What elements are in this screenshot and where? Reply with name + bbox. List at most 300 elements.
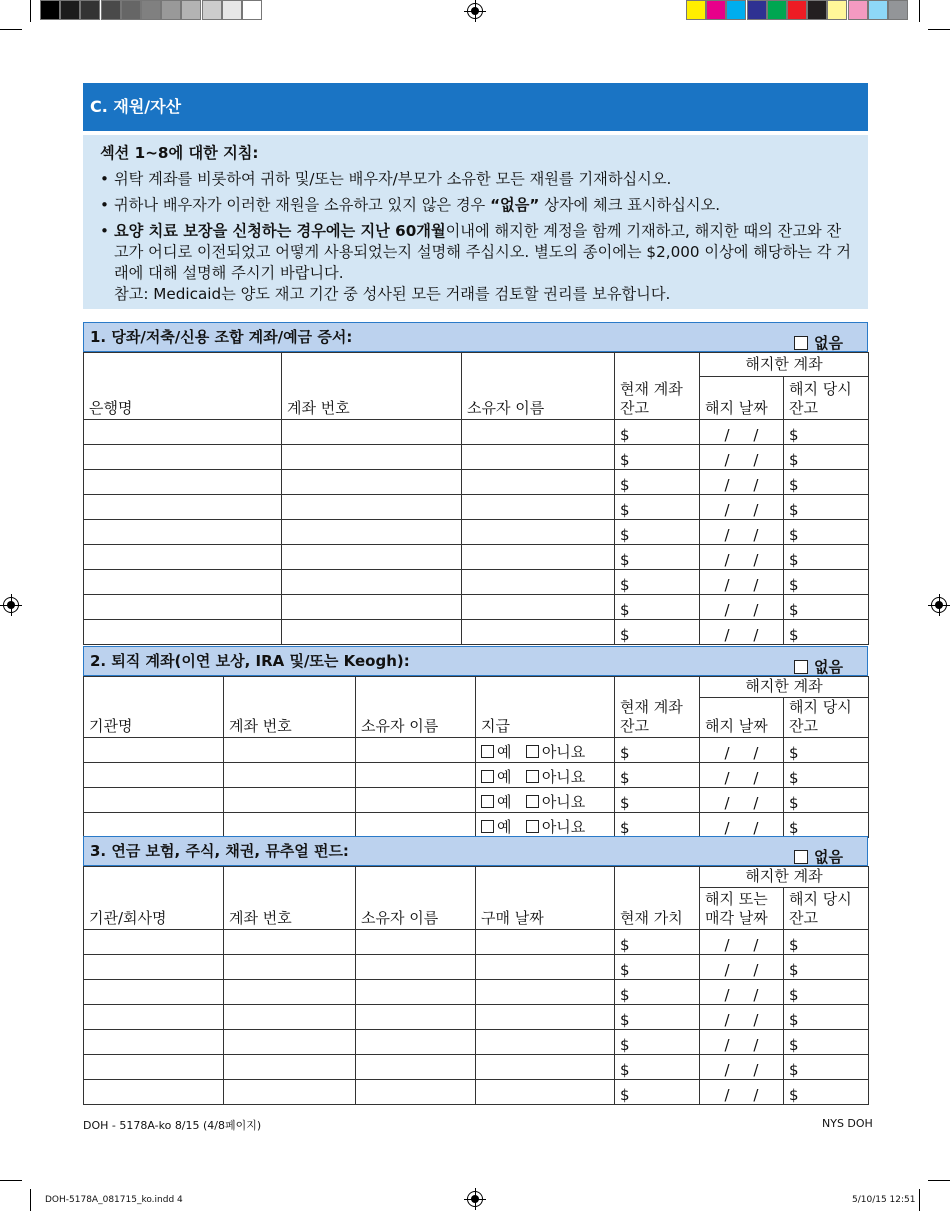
amount-cell[interactable]: [784, 1080, 869, 1105]
color-swatch: [121, 0, 141, 20]
color-swatch: [40, 0, 60, 20]
col-header: 해지 날짜: [700, 377, 784, 420]
section2-header: [83, 646, 868, 676]
yes-label: 예: [497, 768, 512, 786]
checkbox-icon[interactable]: [526, 795, 539, 808]
date-cell[interactable]: [700, 495, 784, 520]
amount-cell[interactable]: [615, 570, 700, 595]
col-header: 소유자 이름: [462, 353, 615, 420]
entry-cell[interactable]: [84, 595, 282, 620]
dollar-sign: $: [620, 986, 630, 1004]
entry-cell[interactable]: [356, 1005, 476, 1030]
date-slashes: / /: [724, 1061, 759, 1079]
col-header: 현재 계좌 잔고: [615, 677, 700, 738]
entry-cell[interactable]: [476, 955, 615, 980]
color-swatch: [848, 0, 868, 20]
amount-cell[interactable]: [615, 470, 700, 495]
date-slashes: / /: [724, 451, 759, 469]
color-swatch: [181, 0, 201, 20]
entry-cell[interactable]: [224, 955, 356, 980]
entry-cell[interactable]: [356, 980, 476, 1005]
dollar-sign: $: [789, 769, 799, 787]
col-header: 해지 또는 매각 날짜: [700, 888, 784, 930]
crop-mark: [928, 29, 950, 30]
table-row: [84, 930, 869, 955]
date-cell[interactable]: [700, 930, 784, 955]
table-row: [84, 620, 869, 645]
dollar-sign: $: [789, 744, 799, 762]
yes-option[interactable]: [481, 741, 512, 762]
entry-cell[interactable]: [84, 1005, 224, 1030]
entry-cell[interactable]: [84, 738, 224, 763]
crop-mark: [30, 1189, 31, 1211]
dollar-sign: $: [620, 961, 630, 979]
entry-cell[interactable]: [84, 1055, 224, 1080]
table-row: [84, 595, 869, 620]
amount-cell[interactable]: [615, 620, 700, 645]
dollar-sign: $: [620, 819, 630, 837]
col-header-group: 해지한 계좌: [700, 677, 869, 698]
instruction-emphasis: 요양 치료 보장을 신청하는 경우에는 지난 60개월: [114, 222, 446, 240]
col-header: 해지 날짜: [700, 698, 784, 738]
dollar-sign: $: [620, 476, 630, 494]
entry-cell[interactable]: [224, 813, 356, 838]
yes-option[interactable]: [481, 766, 512, 787]
entry-cell[interactable]: [462, 520, 615, 545]
date-cell[interactable]: [700, 788, 784, 813]
entry-cell[interactable]: [356, 763, 476, 788]
date-slashes: / /: [724, 576, 759, 594]
entry-cell[interactable]: [84, 570, 282, 595]
entry-cell[interactable]: [282, 545, 462, 570]
entry-cell[interactable]: [356, 1080, 476, 1105]
color-swatch: [80, 0, 100, 20]
table-row: [84, 470, 869, 495]
dollar-sign: $: [789, 936, 799, 954]
color-swatch: [141, 0, 161, 20]
color-swatch: [101, 0, 121, 20]
instruction-item: • 위탁 계좌를 비롯하여 귀하 및/또는 배우자/부모가 소유한 모든 재원를 기재하십시오.: [100, 169, 852, 190]
amount-cell[interactable]: [784, 495, 869, 520]
entry-cell[interactable]: [84, 813, 224, 838]
dollar-sign: $: [620, 551, 630, 569]
dollar-sign: $: [620, 1036, 630, 1054]
checkbox-icon[interactable]: [481, 770, 494, 783]
color-swatch: [868, 0, 888, 20]
amount-cell[interactable]: [615, 445, 700, 470]
crop-mark: [928, 1180, 950, 1181]
entry-cell[interactable]: [476, 1080, 615, 1105]
amount-cell[interactable]: [615, 1005, 700, 1030]
date-slashes: / /: [724, 601, 759, 619]
col-header: 계좌 번호: [224, 867, 356, 930]
color-swatch: [202, 0, 222, 20]
table-row: [84, 570, 869, 595]
entry-cell[interactable]: [224, 738, 356, 763]
entry-cell[interactable]: [282, 620, 462, 645]
amount-cell[interactable]: [784, 545, 869, 570]
table-row: [84, 738, 869, 763]
entry-cell[interactable]: [476, 930, 615, 955]
entry-cell[interactable]: [462, 470, 615, 495]
date-slashes: / /: [724, 819, 759, 837]
date-slashes: / /: [724, 1011, 759, 1029]
date-slashes: / /: [724, 526, 759, 544]
date-slashes: / /: [724, 794, 759, 812]
date-cell[interactable]: [700, 1055, 784, 1080]
dollar-sign: $: [620, 426, 630, 444]
amount-cell[interactable]: [784, 980, 869, 1005]
entry-cell[interactable]: [224, 763, 356, 788]
entry-cell[interactable]: [462, 620, 615, 645]
section3-title: 3. 연금 보험, 주식, 채권, 뮤추얼 펀드:: [90, 842, 349, 860]
entry-cell[interactable]: [84, 955, 224, 980]
date-cell[interactable]: [700, 420, 784, 445]
dollar-sign: $: [620, 1086, 630, 1104]
entry-cell[interactable]: [84, 495, 282, 520]
yes-option[interactable]: [481, 791, 512, 812]
table-row: [84, 1005, 869, 1030]
table-row: [84, 1030, 869, 1055]
entry-cell[interactable]: [476, 1030, 615, 1055]
dollar-sign: $: [789, 1086, 799, 1104]
date-slashes: / /: [724, 744, 759, 762]
entry-cell[interactable]: [282, 495, 462, 520]
amount-cell[interactable]: [615, 495, 700, 520]
table-row: [84, 520, 869, 545]
color-swatch: [706, 0, 726, 20]
entry-cell[interactable]: [84, 1080, 224, 1105]
table-row: [84, 420, 869, 445]
registration-mark-icon: [3, 597, 19, 613]
amount-cell[interactable]: [615, 420, 700, 445]
none-label: 없음: [814, 334, 843, 352]
date-slashes: / /: [724, 476, 759, 494]
dollar-sign: $: [789, 576, 799, 594]
checkbox-icon[interactable]: [526, 770, 539, 783]
registration-mark-icon: [467, 1191, 483, 1207]
date-slashes: / /: [724, 626, 759, 644]
entry-cell[interactable]: [356, 955, 476, 980]
entry-cell[interactable]: [282, 470, 462, 495]
entry-cell[interactable]: [224, 1080, 356, 1105]
section1-table: [83, 352, 869, 645]
entry-cell[interactable]: [356, 813, 476, 838]
amount-cell[interactable]: [784, 763, 869, 788]
date-cell[interactable]: [700, 738, 784, 763]
amount-cell[interactable]: [784, 445, 869, 470]
color-swatch: [60, 0, 80, 20]
none-label: 없음: [814, 848, 843, 866]
date-slashes: / /: [724, 551, 759, 569]
section3-header: [83, 836, 868, 866]
table-row: [84, 813, 869, 838]
dollar-sign: $: [789, 1061, 799, 1079]
crop-mark: [30, 0, 31, 22]
entry-cell[interactable]: [282, 520, 462, 545]
amount-cell[interactable]: [784, 813, 869, 838]
none-checkbox[interactable]: [794, 850, 808, 864]
registration-mark-icon: [931, 597, 947, 613]
entry-cell[interactable]: [356, 738, 476, 763]
amount-cell[interactable]: [784, 595, 869, 620]
entry-cell[interactable]: [282, 445, 462, 470]
amount-cell[interactable]: [615, 930, 700, 955]
col-header: 해지 당시 잔고: [784, 888, 869, 930]
date-slashes: / /: [724, 961, 759, 979]
section1-none-option[interactable]: [794, 329, 843, 357]
col-header: 기관/회사명: [84, 867, 224, 930]
entry-cell[interactable]: [462, 495, 615, 520]
color-swatch: [787, 0, 807, 20]
entry-cell[interactable]: [476, 1055, 615, 1080]
checkbox-icon[interactable]: [526, 820, 539, 833]
dollar-sign: $: [620, 601, 630, 619]
slug-date: 5/10/15 12:51: [852, 1195, 916, 1205]
table-row: [84, 545, 869, 570]
entry-cell[interactable]: [462, 545, 615, 570]
entry-cell[interactable]: [462, 595, 615, 620]
dollar-sign: $: [789, 476, 799, 494]
col-header: 은행명: [84, 353, 282, 420]
date-cell[interactable]: [700, 1005, 784, 1030]
color-swatch: [242, 0, 262, 20]
crop-mark: [919, 0, 920, 22]
section3-table-block: [83, 836, 868, 1105]
entry-cell[interactable]: [476, 1005, 615, 1030]
dollar-sign: $: [620, 576, 630, 594]
entry-cell[interactable]: [224, 930, 356, 955]
amount-cell[interactable]: [615, 955, 700, 980]
entry-cell[interactable]: [84, 980, 224, 1005]
paid-cell: [476, 813, 615, 838]
date-cell[interactable]: [700, 520, 784, 545]
date-slashes: / /: [724, 1086, 759, 1104]
date-cell[interactable]: [700, 1030, 784, 1055]
amount-cell[interactable]: [615, 520, 700, 545]
none-checkbox[interactable]: [794, 336, 808, 350]
crop-mark: [919, 1189, 920, 1211]
entry-cell[interactable]: [356, 788, 476, 813]
entry-cell[interactable]: [224, 1030, 356, 1055]
dollar-sign: $: [620, 1011, 630, 1029]
section1-table-block: [83, 322, 868, 645]
section1-header: [83, 322, 868, 352]
col-header: 소유자 이름: [356, 867, 476, 930]
no-label: 아니요: [541, 743, 586, 761]
entry-cell[interactable]: [84, 445, 282, 470]
paid-cell: [476, 738, 615, 763]
dollar-sign: $: [620, 501, 630, 519]
entry-cell[interactable]: [224, 1005, 356, 1030]
color-swatch: [686, 0, 706, 20]
col-header-group: 해지한 계좌: [700, 867, 869, 888]
color-swatch: [807, 0, 827, 20]
entry-cell[interactable]: [282, 570, 462, 595]
date-cell[interactable]: [700, 545, 784, 570]
color-swatch: [888, 0, 908, 20]
checkbox-icon[interactable]: [481, 745, 494, 758]
date-cell[interactable]: [700, 470, 784, 495]
date-cell[interactable]: [700, 445, 784, 470]
amount-cell[interactable]: [784, 570, 869, 595]
amount-cell[interactable]: [784, 520, 869, 545]
dollar-sign: $: [789, 626, 799, 644]
amount-cell[interactable]: [615, 545, 700, 570]
date-slashes: / /: [724, 1036, 759, 1054]
col-header: 현재 계좌 잔고: [615, 353, 700, 420]
dollar-sign: $: [620, 626, 630, 644]
dollar-sign: $: [789, 601, 799, 619]
crop-mark: [0, 1180, 22, 1181]
section2-none-option[interactable]: [794, 653, 843, 681]
amount-cell[interactable]: [784, 955, 869, 980]
date-cell[interactable]: [700, 595, 784, 620]
entry-cell[interactable]: [84, 620, 282, 645]
col-header: 현재 가치: [615, 867, 700, 930]
date-slashes: / /: [724, 769, 759, 787]
col-header: 기관명: [84, 677, 224, 738]
dollar-sign: $: [620, 1061, 630, 1079]
paid-cell: [476, 763, 615, 788]
no-label: 아니요: [541, 818, 586, 836]
no-label: 아니요: [541, 793, 586, 811]
amount-cell[interactable]: [615, 738, 700, 763]
instruction-note: 참고: Medicaid는 양도 재고 기간 중 성사된 모든 거래를 검토할 권리를 보유합니다.: [114, 285, 671, 303]
entry-cell[interactable]: [356, 930, 476, 955]
table-row: [84, 788, 869, 813]
amount-cell[interactable]: [784, 788, 869, 813]
date-cell[interactable]: [700, 763, 784, 788]
dollar-sign: $: [789, 986, 799, 1004]
col-header: 해지 당시 잔고: [784, 698, 869, 738]
dollar-sign: $: [620, 769, 630, 787]
amount-cell[interactable]: [615, 1080, 700, 1105]
form-id: DOH - 5178A-ko 8/15 (4/8페이지): [83, 1119, 262, 1132]
section3-table: [83, 866, 869, 1105]
amount-cell[interactable]: [615, 788, 700, 813]
amount-cell[interactable]: [615, 813, 700, 838]
checkbox-icon[interactable]: [526, 745, 539, 758]
agency-name: NYS DOH: [822, 1117, 873, 1130]
date-slashes: / /: [724, 426, 759, 444]
date-cell[interactable]: [700, 1080, 784, 1105]
slug-file: DOH-5178A_081715_ko.indd 4: [45, 1195, 183, 1205]
registration-mark-icon: [467, 3, 483, 19]
instruction-text: 귀하나 배우자가 이러한 재원을 소유하고 있지 않은 경우: [114, 196, 491, 214]
entry-cell[interactable]: [356, 1030, 476, 1055]
entry-cell[interactable]: [84, 1030, 224, 1055]
date-cell[interactable]: [700, 980, 784, 1005]
color-swatch: [827, 0, 847, 20]
date-cell[interactable]: [700, 620, 784, 645]
entry-cell[interactable]: [84, 420, 282, 445]
checkbox-icon[interactable]: [481, 795, 494, 808]
entry-cell[interactable]: [84, 930, 224, 955]
dollar-sign: $: [789, 819, 799, 837]
instructions-title: 섹션 1~8에 대한 지침:: [100, 144, 259, 162]
section1-title: 1. 당좌/저축/신용 조합 계좌/예금 증서:: [90, 328, 353, 346]
entry-cell[interactable]: [462, 420, 615, 445]
instruction-item: [100, 195, 852, 216]
color-swatch: [161, 0, 181, 20]
dollar-sign: $: [620, 936, 630, 954]
amount-cell[interactable]: [615, 763, 700, 788]
entry-cell[interactable]: [476, 980, 615, 1005]
dollar-sign: $: [789, 451, 799, 469]
amount-cell[interactable]: [784, 1055, 869, 1080]
section-title: C. 재원/자산: [83, 83, 868, 131]
none-checkbox[interactable]: [794, 660, 808, 674]
entry-cell[interactable]: [84, 763, 224, 788]
date-slashes: / /: [724, 501, 759, 519]
no-option[interactable]: [526, 766, 585, 787]
dollar-sign: $: [789, 501, 799, 519]
date-cell[interactable]: [700, 813, 784, 838]
col-header: 해지 당시 잔고: [784, 377, 869, 420]
entry-cell[interactable]: [84, 788, 224, 813]
amount-cell[interactable]: [784, 420, 869, 445]
no-label: 아니요: [541, 768, 586, 786]
entry-cell[interactable]: [84, 470, 282, 495]
entry-cell[interactable]: [282, 420, 462, 445]
entry-cell[interactable]: [84, 545, 282, 570]
no-option[interactable]: [526, 791, 585, 812]
table-row: [84, 955, 869, 980]
date-slashes: / /: [724, 936, 759, 954]
entry-cell[interactable]: [224, 788, 356, 813]
amount-cell[interactable]: [615, 980, 700, 1005]
section3-none-option[interactable]: [794, 843, 843, 871]
entry-cell[interactable]: [356, 1055, 476, 1080]
dollar-sign: $: [789, 1036, 799, 1054]
amount-cell[interactable]: [784, 1005, 869, 1030]
color-swatch: [767, 0, 787, 20]
checkbox-icon[interactable]: [481, 820, 494, 833]
entry-cell[interactable]: [224, 1055, 356, 1080]
color-swatch: [747, 0, 767, 20]
amount-cell[interactable]: [615, 595, 700, 620]
no-option[interactable]: [526, 741, 585, 762]
amount-cell[interactable]: [615, 1030, 700, 1055]
entry-cell[interactable]: [462, 570, 615, 595]
entry-cell[interactable]: [224, 980, 356, 1005]
instruction-text: 이내에 해지한 계정을 함께 기재하고, 해지한 때의 잔고와 잔고가 어디로 이전되었고 어떻게 사용되었는지 설명해 주십시오. 별도의 종이에는 $2,000 이상에 해당하는 각 거래에 대해 설명해 주시기 바랍니다.: [114, 222, 851, 282]
date-cell[interactable]: [700, 570, 784, 595]
amount-cell[interactable]: [615, 1055, 700, 1080]
entry-cell[interactable]: [282, 595, 462, 620]
entry-cell[interactable]: [462, 445, 615, 470]
color-swatch: [222, 0, 242, 20]
dollar-sign: $: [789, 551, 799, 569]
none-label: 없음: [814, 658, 843, 676]
date-cell[interactable]: [700, 955, 784, 980]
yes-option[interactable]: [481, 816, 512, 837]
amount-cell[interactable]: [784, 620, 869, 645]
entry-cell[interactable]: [84, 520, 282, 545]
dollar-sign: $: [789, 1011, 799, 1029]
yes-label: 예: [497, 793, 512, 811]
dollar-sign: $: [789, 794, 799, 812]
amount-cell[interactable]: [784, 738, 869, 763]
amount-cell[interactable]: [784, 1030, 869, 1055]
no-option[interactable]: [526, 816, 585, 837]
dollar-sign: $: [620, 744, 630, 762]
amount-cell[interactable]: [784, 470, 869, 495]
amount-cell[interactable]: [784, 930, 869, 955]
table-row: [84, 1080, 869, 1105]
dollar-sign: $: [620, 451, 630, 469]
